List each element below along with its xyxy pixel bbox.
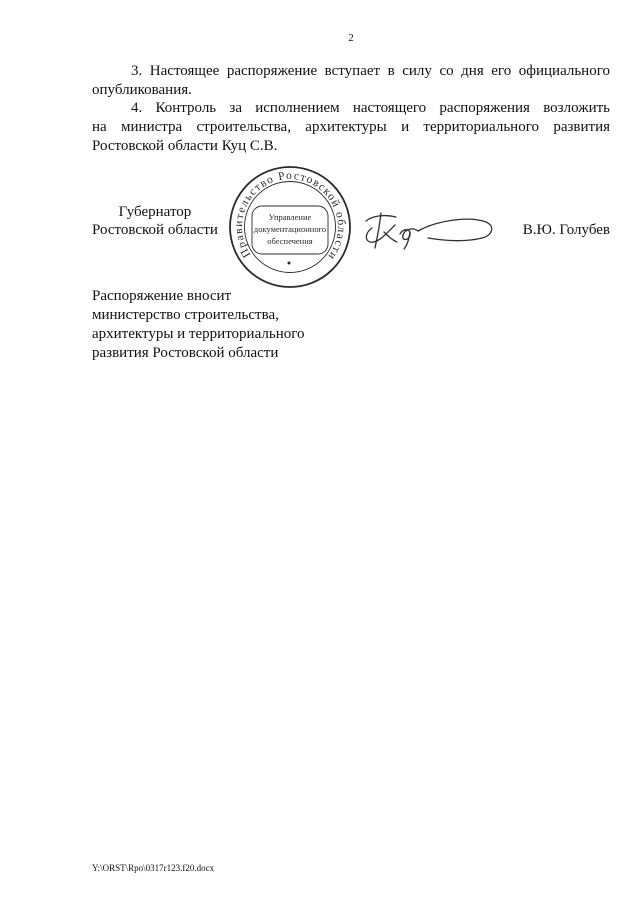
submitted-by-line-3: архитектуры и территориального bbox=[92, 326, 305, 342]
submitted-by-note bbox=[92, 287, 305, 363]
seal-dot bbox=[288, 262, 291, 265]
footer-file-path: Y:\ORST\Rpo\0317r123.f20.docx bbox=[92, 863, 215, 873]
page-number: 2 bbox=[348, 32, 354, 44]
signer-name: В.Ю. Голубев bbox=[522, 222, 610, 238]
seal-ring-text-path: Правительство Ростовской области bbox=[232, 169, 348, 262]
clause-4-line-1: 4. Контроль за исполнением настоящего распоряжения возложить bbox=[131, 100, 610, 116]
signer-position-line-1: Губернатор bbox=[118, 204, 192, 220]
seal-inner-line-1: Управление bbox=[268, 212, 312, 222]
clause-3-line-1: 3. Настоящее распоряжение вступает в силу со дня его официального bbox=[131, 63, 610, 79]
handwritten-signature bbox=[360, 205, 500, 255]
seal-inner-line-3: обеспечения bbox=[267, 236, 313, 246]
official-seal bbox=[225, 162, 355, 292]
submitted-by-line-2: министерство строительства, bbox=[92, 307, 279, 323]
signer-position bbox=[92, 203, 218, 239]
clause-4-line-2: на министра строительства, архитектуры и территориального развития bbox=[92, 119, 610, 135]
seal-inner-line-2: документационного bbox=[253, 224, 327, 234]
clause-3-line-2: опубликования. bbox=[92, 82, 192, 98]
clause-4-line-3: Ростовской области Куц С.В. bbox=[92, 138, 278, 154]
signer-position-line-2: Ростовской области bbox=[92, 222, 218, 238]
submitted-by-line-1: Распоряжение вносит bbox=[92, 288, 232, 304]
submitted-by-line-4: развития Ростовской области bbox=[92, 345, 279, 361]
